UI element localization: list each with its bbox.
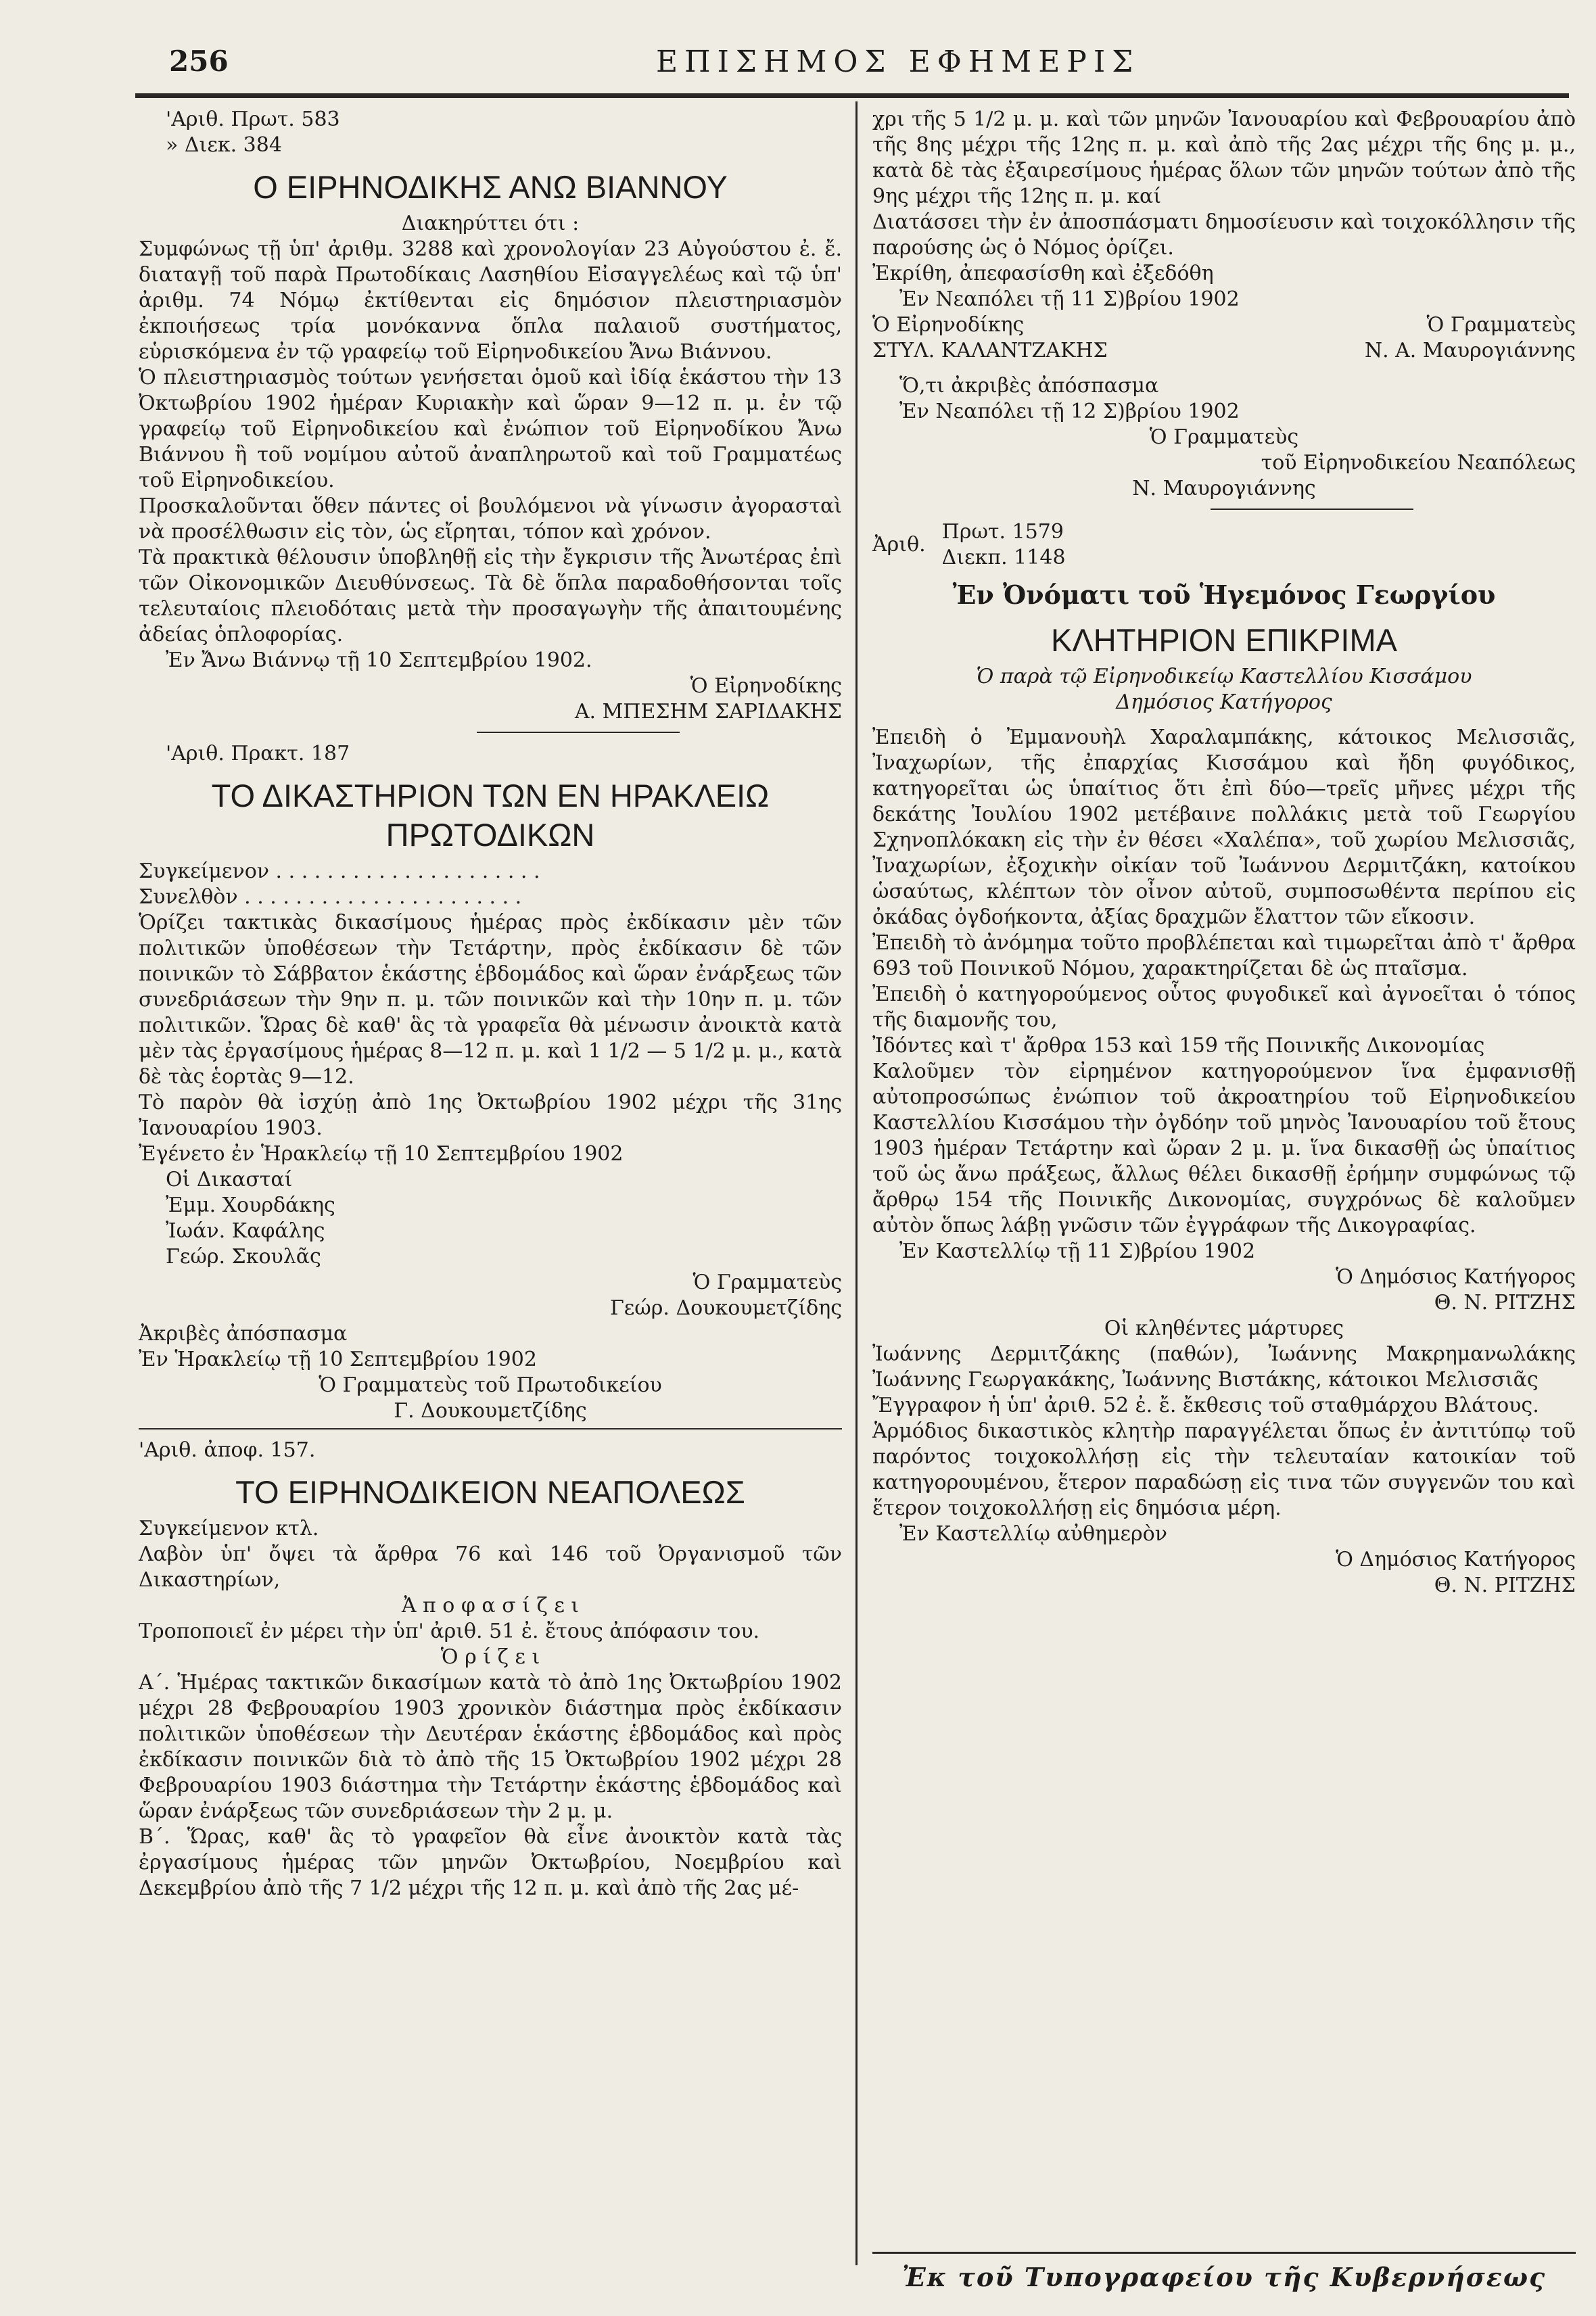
paragraph: Α΄. Ἡμέρας τακτικῶν δικασίμων κατὰ τὸ ἀπὸ 1ης Ὀκτωβρίου 1902 μέχρι 28 Φεβρουαρίου 1903 χρονικὸν διάστημα πρὸς ἐκδίκασιν πολιτικῶν ὑποθέσεων τὴν Δευτέραν ἑκάστης ἑβδομάδος καὶ πρὸς ἐκδίκασιν ποινικῶν διὰ τὸ ἀπὸ τῆς 15 Ὀκτωβρίου 1902 μέχρι 28 Φεβρουαρίου 1903 διάστημα τὴν Τετάρτην ἑκάστης ἑβδομάδος καὶ ὥραν ἐνάρξεως τῶν συνεδριάσεων τὴν 2 μ. μ.	[139, 1671, 842, 1823]
paragraph: Β΄. Ὥρας, καθ' ἃς τὸ γραφεῖον θὰ εἶνε ἀνοικτὸν κατὰ τὰς ἐργασίμους ἡμέρας τῶν μηνῶν Ὀκτωβρίου, Νοεμβρίου καὶ Δεκεμβρίου ἀπὸ τῆς 7 1/2 μέχρι τῆς 12 π. μ. καὶ ἀπὸ τῆς 2ας μέ-	[139, 1825, 842, 1900]
signature-row	[872, 338, 1576, 364]
paragraph: Ἐπειδὴ τὸ ἀνόμημα τοῦτο προβλέπεται καὶ τιμωρεῖται ἀπὸ τ' ἄρθρα 693 τοῦ Ποινικοῦ Νόμου, χαρακτηρίζεται δὲ ὡς πταῖσμα.	[872, 931, 1576, 980]
copy-line: Ἀκριβὲς ἀπόσπασμα	[139, 1322, 348, 1346]
date-line: Ἐν Ἄνω Βιάννῳ τῇ 10 Σεπτεμβρίου 1902.	[166, 648, 592, 672]
paragraph: Καλοῦμεν τὸν εἰρημένον κατηγορούμενον ἵνα ἐμφανισθῇ αὐτοπροσώπως ἐνώπιον τοῦ ἀκροατηρίου τοῦ Εἰρηνοδικείου Καστελλίου Κισσάμου τὴν ὀγδόην τοῦ μηνὸς Ἰανουαρίου τοῦ ἔτους 1903 ἡμέραν Τετάρτην καὶ ὥραν 2 μ. μ. ἵνα δικασθῇ ὡς ὑπαίτιος τοῦ ὡς ἄνω πράξεως, ἄλλως θέλει δικασθῇ ἐρήμην συμφώνως τῷ ἄρθρῳ 154 τῆς Ποινικῆς Δικονομίας, συγχρόνως δὲ καλοῦμεν αὐτὸν ὅπως λάβῃ γνῶσιν τῶν ἐγγράφων τῆς Δικογραφίας.	[872, 1060, 1576, 1237]
left-column	[139, 107, 842, 1901]
signature-title: Ὁ Εἰρηνοδίκης	[690, 674, 842, 698]
header-rule	[135, 93, 1569, 98]
paragraph: Τὸ παρὸν θὰ ἰσχύῃ ἀπὸ 1ης Ὀκτωβρίου 1902 μέχρι τῆς 31ης Ἰανουαρίου 1903.	[139, 1091, 842, 1140]
text-line: Συγκείμενον . . . . . . . . . . . . . . . . . . . . .	[139, 859, 540, 883]
page-header	[169, 41, 1569, 88]
decides-label: Ἀ π ο φ α σ ί ζ ε ι	[401, 1594, 580, 1617]
subheading: Διακηρύττει ότι :	[401, 212, 580, 235]
heading: ΚΛΗΤΗΡΙΟΝ ΕΠΙΚΡΙΜΑ	[1051, 622, 1397, 658]
heading: ΤΟ ΕΙΡΗΝΟΔΙΚΕΙΟΝ ΝΕΑΠΟΛΕΩΣ	[235, 1474, 745, 1510]
ref-prakt: 'Αριθ. Πρακτ. 187	[166, 742, 350, 765]
paragraph: Ἐπειδὴ ὁ Ἐμμανουὴλ Χαραλαμπάκης, κάτοικος Μελισσιᾶς, Ἰναχωρίων, τῆς ἐπαρχίας Κισσάμου καὶ ἤδη φυγόδικος, κατηγορεῖται ὡς ὑπαίτιος ὅτι ἐπὶ δύο—τρεῖς μῆνες μέχρι τῆς δεκάτης Ἰουλίου 1902 μετέβαινε πολλάκις μετὰ τοῦ Γεωργίου Σχηνοπλόκακη εἰς τὴν ἐν θέσει «Χαλέπα», τοῦ χωρίου Μελισσιᾶς, Ἰναχωρίων, ἐξοχικὴν οἰκίαν τοῦ Ἰωάννου Δερμιτζάκη, κατοίκου ὡσαύτως, κλέπτων τὸν οἶνον αὐτοῦ, συμποσωθέντα περίπου εἰς ὀκάδας ὀγδοήκοντα, ἀξίας δραχμῶν ἔλαττον τῶν εἴκοσιν.	[872, 726, 1576, 929]
date-line: Ἐν Νεαπόλει τῇ 12 Σ)βρίου 1902	[899, 400, 1240, 423]
paragraph: Προσκαλοῦνται ὅθεν πάντες οἱ βουλόμενοι νὰ γίνωσιν ἀγορασταὶ νὰ προσέλθωσιν εἰς τὸν, ὡς εἴρηται, τόπον καὶ χρόνον.	[139, 494, 842, 544]
secretary-org: τοῦ Εἰρηνοδικείου Νεαπόλεως	[1261, 451, 1576, 475]
secretary-title: Ὁ Γραμματεὺς	[693, 1271, 842, 1294]
witnesses-title: Οἱ κληθέντες μάρτυρες	[1104, 1317, 1344, 1340]
printer-footer: Ἐκ τοῦ Τυπογραφείου τῆς Κυβερνήσεως	[901, 2262, 1547, 2292]
ref-diek: » Διεκ. 384	[166, 133, 282, 157]
right-column	[872, 107, 1576, 1599]
witness-list: Ἰωάννης Δερμιτζάκης (παθών), Ἰωάννης Μακρημανωλάκης Ἰωάννης Γεωργακάκης, Ἰωάννης Βιστάκης, κάτοικοι Μελισσιᾶς	[872, 1342, 1576, 1392]
copy-line: Ὅ,τι ἀκριβὲς ἀπόσπασμα	[899, 374, 1159, 398]
ref-apof: 'Αριθ. ἀποφ. 157.	[139, 1438, 316, 1462]
notice-protodikon	[139, 741, 842, 1424]
paper-title: ΕΠΙΣΗΜΟΣ ΕΦΗΜΕΡΙΣ	[656, 45, 1140, 79]
footer-rule	[872, 2252, 1576, 2254]
notice-ano-viannou	[139, 107, 842, 725]
judge-name: Ἰωάν. Καφάλης	[166, 1219, 325, 1243]
subheading: Ὁ παρὰ τῷ Εἰρηνοδικείῳ Καστελλίου Κισσάμου	[976, 665, 1472, 688]
separator	[139, 1428, 842, 1429]
judge-name: ΣΤΥΛ. ΚΑΛΑΝΤΖΑΚΗΣ	[872, 339, 1108, 362]
secretary-name: Ν. Α. Μαυρογιάννης	[1364, 339, 1576, 362]
paragraph: Ἰδόντες καὶ τ' ἄρθρα 153 καὶ 159 τῆς Ποινικῆς Δικονομίας	[872, 1034, 1485, 1058]
judges-title: Οἱ Δικασταί	[166, 1168, 293, 1191]
date-line: Ἐν Καστελλίῳ αὐθημερὸν	[899, 1522, 1167, 1546]
signature-name: Α. ΜΠΕΣΗΜ ΣΑΡΙΔΑΚΗΣ	[574, 700, 842, 724]
ref-diek: Διεκπ. 1148	[941, 546, 1066, 569]
signature-title: Ὁ Δημόσιος Κατήγορος	[1336, 1548, 1576, 1571]
defines-label: Ὁ ρ ί ζ ε ι	[440, 1645, 540, 1669]
heading: ΤΟ ΔΙΚΑΣΤΗΡΙΟΝ ΤΩΝ ΕΝ ΗΡΑΚΛΕΙΩ ΠΡΩΤΟΔΙΚΩΝ	[211, 778, 770, 853]
separator	[477, 732, 680, 733]
secretary-name: Ν. Μαυρογιάννης	[1132, 477, 1316, 500]
judge-name: Γεώρ. Σκουλᾶς	[166, 1245, 321, 1269]
heading: Ο ΕΙΡΗΝΟΔΙΚΗΣ ΑΝΩ ΒΙΑΝΝΟΥ	[253, 169, 728, 205]
paragraph: Τὰ πρακτικὰ θέλουσιν ὑποβληθῇ εἰς τὴν ἔγκρισιν τῆς Ἀνωτέρας ἐπὶ τῶν Οἰκονομικῶν Διευθύνσεως. Τὰ δὲ ὅπλα παραδοθήσονται τοῖς τελευταίοις πλειοδόταις μετὰ τὴν προσαγωγὴν τῆς ἀπαιτουμένης ἀδείας ὁπλοφορίας.	[139, 546, 842, 646]
document-line: Ἔγγραφον ἡ ὑπ' ἀριθ. 52 ἐ. ἔ. ἔκθεσις τοῦ σταθμάρχου Βλάτους.	[872, 1394, 1539, 1417]
notice-kletirion	[872, 519, 1576, 1599]
paragraph: Συμφώνως τῇ ὑπ' ἀριθμ. 3288 καὶ χρονολογίαν 23 Αὐγούστου ἐ. ἔ. διαταγῇ τοῦ παρὰ Πρωτοδίκαις Λασηθίου Εἰσαγγελέως καὶ τῷ ὑπ' ἀριθμ. 74 Νόμῳ ἐκτίθενται εἰς δημόσιον πλειστηριασμὸν ἐκποιήσεως τρία μονόκαννα ὅπλα παλαιοῦ συστήματος, εὑρισκόμενα ἐν τῷ γραφείῳ τοῦ Εἰρηνοδικείου Ἄνω Βιάννου.	[139, 237, 842, 364]
subheading: Δημόσιος Κατήγορος	[1116, 690, 1332, 714]
paragraph: Ὁ πλειστηριασμὸς τούτων γενήσεται ὁμοῦ καὶ ἰδίᾳ ἑκάστου τὴν 13 Ὀκτωβρίου 1902 ἡμέραν Κυριακὴν καὶ ὥραν 9—12 π. μ. ἐν τῷ γραφείῳ τοῦ Εἰρηνοδικείου καὶ ἐνώπιον τοῦ Εἰρηνοδίκου Ἄνω Βιάννου ἢ τοῦ νομίμου αὐτοῦ ἀναπληρωτοῦ καὶ τοῦ Γραμματέως τοῦ Εἰρηνοδικείου.	[139, 366, 842, 492]
text-line: Συγκείμενον κτλ.	[139, 1517, 319, 1540]
paragraph: Ἐπειδὴ ὁ κατηγορούμενος οὗτος φυγοδικεῖ καὶ ἀγνοεῖται ὁ τόπος τῆς διαμονῆς του,	[872, 983, 1576, 1032]
text-line: Συνελθὸν . . . . . . . . . . . . . . . . . . . . . .	[139, 885, 522, 909]
paragraph: Λαβὸν ὑπ' ὄψει τὰ ἄρθρα 76 καὶ 146 τοῦ Ὀργανισμοῦ τῶν Δικαστηρίων,	[139, 1542, 842, 1592]
signature-name: Θ. Ν. ΡΙΤΖΗΣ	[1434, 1291, 1576, 1315]
paragraph: Ἐγένετο ἐν Ἡρακλείῳ τῇ 10 Σεπτεμβρίου 1902	[139, 1142, 624, 1166]
paragraph: Τροποποιεῖ ἐν μέρει τὴν ὑπ' ἀριθ. 51 ἐ. ἔτους ἀπόφασιν του.	[139, 1620, 760, 1643]
separator	[1211, 509, 1413, 510]
paragraph: χρι τῆς 5 1/2 μ. μ. καὶ τῶν μηνῶν Ἰανουαρίου καὶ Φεβρουαρίου ἀπὸ τῆς 8ης μέχρι τῆς 12ης π. μ. καὶ ἀπὸ τῆς 2ας μέχρι τῆς 6ης μ. μ., κατὰ δὲ τὰς ἐξαιρεσίμους ἡμέρας ὅλων τῶν μηνῶν τούτων ἀπὸ τῆς 9ης μέχρι τῆς 12ης π. μ. καί	[872, 108, 1576, 208]
ref-numbers	[942, 519, 1066, 571]
page-number: 256	[169, 45, 229, 78]
date-line: Ἐν Νεαπόλει τῇ 11 Σ)βρίου 1902	[899, 287, 1240, 311]
paragraph: Ἐκρίθη, ἀπεφασίσθη καὶ ἐξεδόθη	[872, 262, 1214, 285]
ref-prot: Πρωτ. 1579	[941, 520, 1064, 544]
notice-neapoleos	[139, 1438, 842, 1901]
secretary-title: Ὁ Γραμματεὺς	[1149, 425, 1299, 449]
judge-name: Ἐμμ. Χουρδάκης	[166, 1194, 335, 1217]
notice-neapoleos-continued	[872, 107, 1576, 502]
secretary-name: Γεώρ. Δουκουμετζίδης	[609, 1296, 842, 1320]
column-divider	[855, 101, 858, 2265]
ref-prot: 'Αριθ. Πρωτ. 583	[166, 108, 340, 131]
signature-name: Γ. Δουκουμετζίδης	[394, 1399, 587, 1423]
signature-title: Ὁ Δημόσιος Κατήγορος	[1336, 1265, 1576, 1289]
signature-name: Θ. Ν. ΡΙΤΖΗΣ	[1434, 1574, 1576, 1597]
signature-title: Ὁ Γραμματεὺς τοῦ Πρωτοδικείου	[319, 1373, 662, 1397]
paragraph: Ἁρμόδιος δικαστικὸς κλητὴρ παραγγέλεται ὅπως ἐν ἀντιτύπῳ τοῦ παρόντος τοιχοκολλήσῃ εἰς τὴν τελευταίαν κατοικίαν τοῦ κατηγορουμένου, ἕτερον παραδώσῃ εἰς τινα τῶν συγγενῶν του καὶ ἕτερον τοιχοκολλήσῃ εἰς δημόσια μέρη.	[872, 1419, 1576, 1520]
date-line: Ἐν Καστελλίῳ τῇ 11 Σ)βρίου 1902	[899, 1239, 1256, 1263]
ref-label: Ἀριθ.	[872, 533, 926, 557]
signature-row	[872, 312, 1576, 338]
date-line: Ἐν Ἡρακλείῳ τῇ 10 Σεπτεμβρίου 1902	[139, 1348, 537, 1371]
reference-block	[872, 519, 1576, 571]
banner: Ἐν Ὀνόματι τοῦ Ἡγεμόνος Γεωργίου	[952, 580, 1496, 610]
paragraph: Ὁρίζει τακτικὰς δικασίμους ἡμέρας πρὸς ἐκδίκασιν μὲν τῶν πολιτικῶν ὑποθέσεων τὴν Τετάρτην, πρὸς ἐκδίκασιν δὲ τῶν ποινικῶν τὸ Σάββατον ἑκάστης ἑβδομάδος καὶ ὥραν ἐνάρξεως τῶν συνεδριάσεων τὴν 9ην π. μ. τῶν ποινικῶν καὶ τὴν 10ην π. μ. τῶν πολιτικῶν. Ὥρας δὲ καθ' ἃς τὰ γραφεῖα θὰ μένωσιν ἀνοικτὰ κατὰ μὲν τὰς ἐργασίμους ἡμέρας 8—12 π. μ. καὶ 1 1/2 — 5 1/2 μ. μ., κατὰ δὲ τὰς ἑορτὰς 9—12.	[139, 911, 842, 1089]
secretary-title: Ὁ Γραμματεὺς	[1426, 313, 1576, 337]
judge-title: Ὁ Εἰρηνοδίκης	[872, 313, 1025, 337]
paragraph: Διατάσσει τὴν ἐν ἀποσπάσματι δημοσίευσιν καὶ τοιχοκόλλησιν τῆς παρούσης ὡς ὁ Νόμος ὁρίζει.	[872, 210, 1576, 260]
